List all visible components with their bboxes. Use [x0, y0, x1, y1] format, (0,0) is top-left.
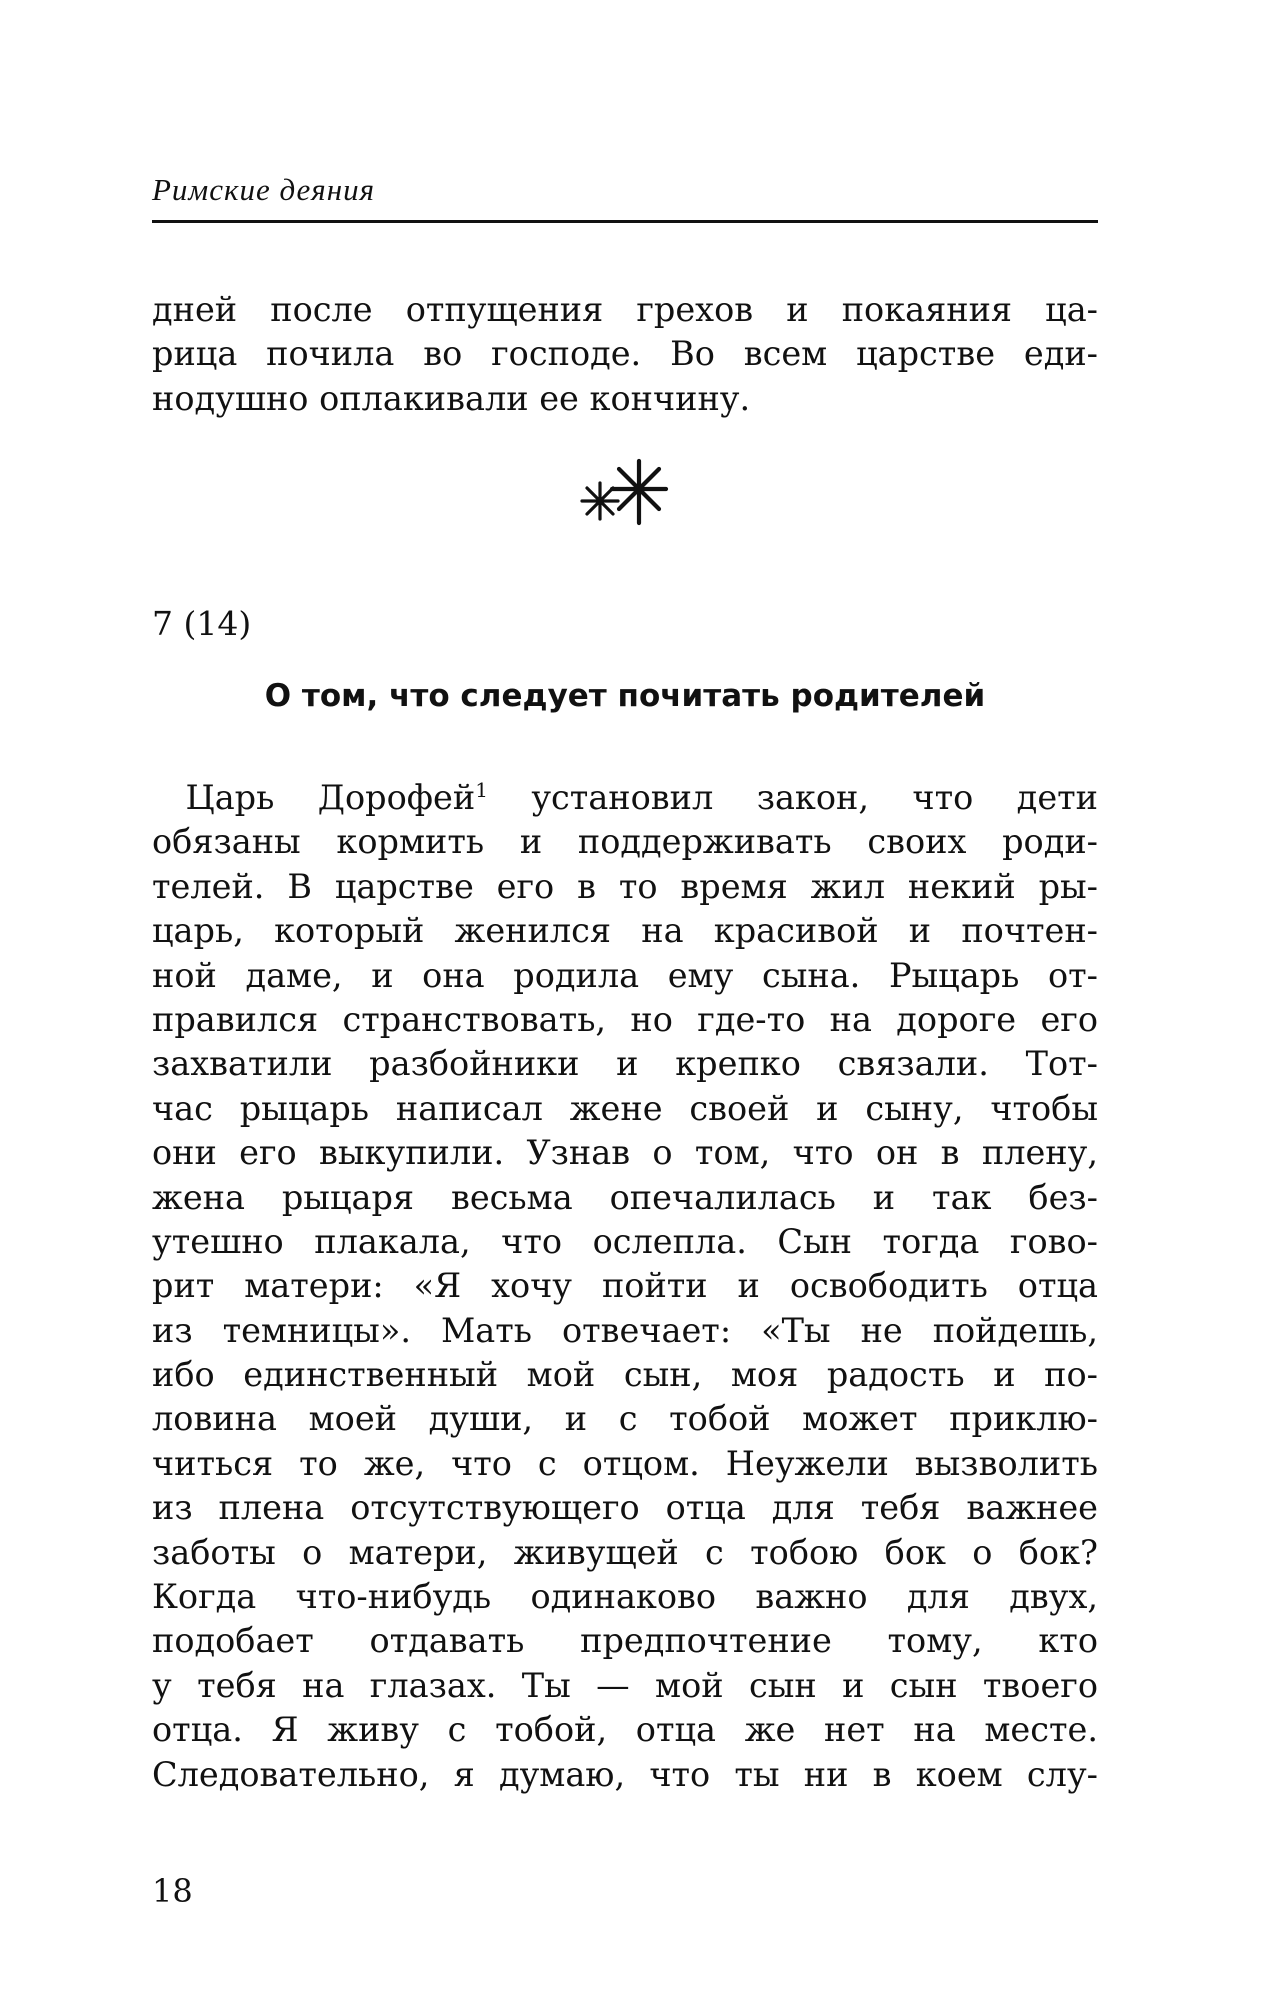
- text-line: из темницы». Мать отвечает: «Ты не пойдешь,: [152, 1310, 1098, 1350]
- text-line: читься то же, что с отцом. Неужели вызволить: [152, 1443, 1098, 1483]
- running-head: Римские деяния: [152, 172, 376, 207]
- body-first-rest: установил закон, что дети: [487, 778, 1098, 817]
- chapter-title: О том, что следует почитать родителей: [264, 678, 986, 714]
- text-line: ловина моей души, и с тобой может приклю-: [152, 1399, 1098, 1439]
- text-line: захватили разбойники и крепко связали. Тот-: [152, 1044, 1098, 1084]
- body-paragraph: [152, 776, 1098, 1797]
- text-line: из плена отсутствующего отца для тебя важнее: [152, 1488, 1098, 1528]
- text-line: обязаны кормить и поддерживать своих роди-: [152, 822, 1098, 862]
- text-line: они его выкупили. Узнав о том, что он в плену,: [152, 1133, 1098, 1173]
- text-line: царь, который женился на красивой и почтен-: [152, 911, 1098, 951]
- text-line: телей. В царстве его в то время жил некий ры-: [152, 866, 1098, 906]
- text-line: рит матери: «Я хочу пойти и освободить отца: [152, 1266, 1098, 1306]
- page-number: 18: [152, 1872, 193, 1910]
- text-line: Следовательно, я думаю, что ты ни в коем слу-: [152, 1754, 1098, 1794]
- body-first-text: Царь Дорофей: [185, 778, 476, 817]
- text-line: ибо единственный мой сын, моя радость и по-: [152, 1355, 1098, 1395]
- star-ornament-icon: [566, 455, 686, 535]
- footnote-marker: 1: [475, 777, 488, 802]
- text-line: заботы о матери, живущей с тобою бок о бок?: [152, 1532, 1098, 1572]
- text-line-first: [152, 776, 1098, 820]
- header-rule: [152, 220, 1098, 223]
- text-line: правился странствовать, но где-то на дороге его: [152, 999, 1098, 1039]
- text-line: Когда что-нибудь одинаково важно для двух,: [152, 1577, 1098, 1617]
- text-line: ной даме, и она родила ему сына. Рыцарь от-: [152, 955, 1098, 995]
- text-line: нодушно оплакивали ее кончину.: [152, 378, 751, 418]
- text-line: у тебя на глазах. Ты — мой сын и сын твоего: [152, 1665, 1098, 1705]
- intro-paragraph: [152, 288, 1098, 421]
- text-line: жена рыцаря весьма опечалилась и так без-: [152, 1177, 1098, 1217]
- chapter-number: 7 (14): [152, 604, 252, 643]
- text-line: отца. Я живу с тобой, отца же нет на месте.: [152, 1710, 1098, 1750]
- text-line: рица почила во господе. Во всем царстве еди-: [152, 334, 1098, 374]
- text-line: час рыцарь написал жене своей и сыну, чтобы: [152, 1088, 1098, 1128]
- text-line: дней после отпущения грехов и покаяния ца-: [152, 290, 1098, 329]
- text-line: подобает отдавать предпочтение тому, кто: [152, 1621, 1098, 1661]
- text-line: утешно плакала, что ослепла. Сын тогда гово-: [152, 1221, 1098, 1261]
